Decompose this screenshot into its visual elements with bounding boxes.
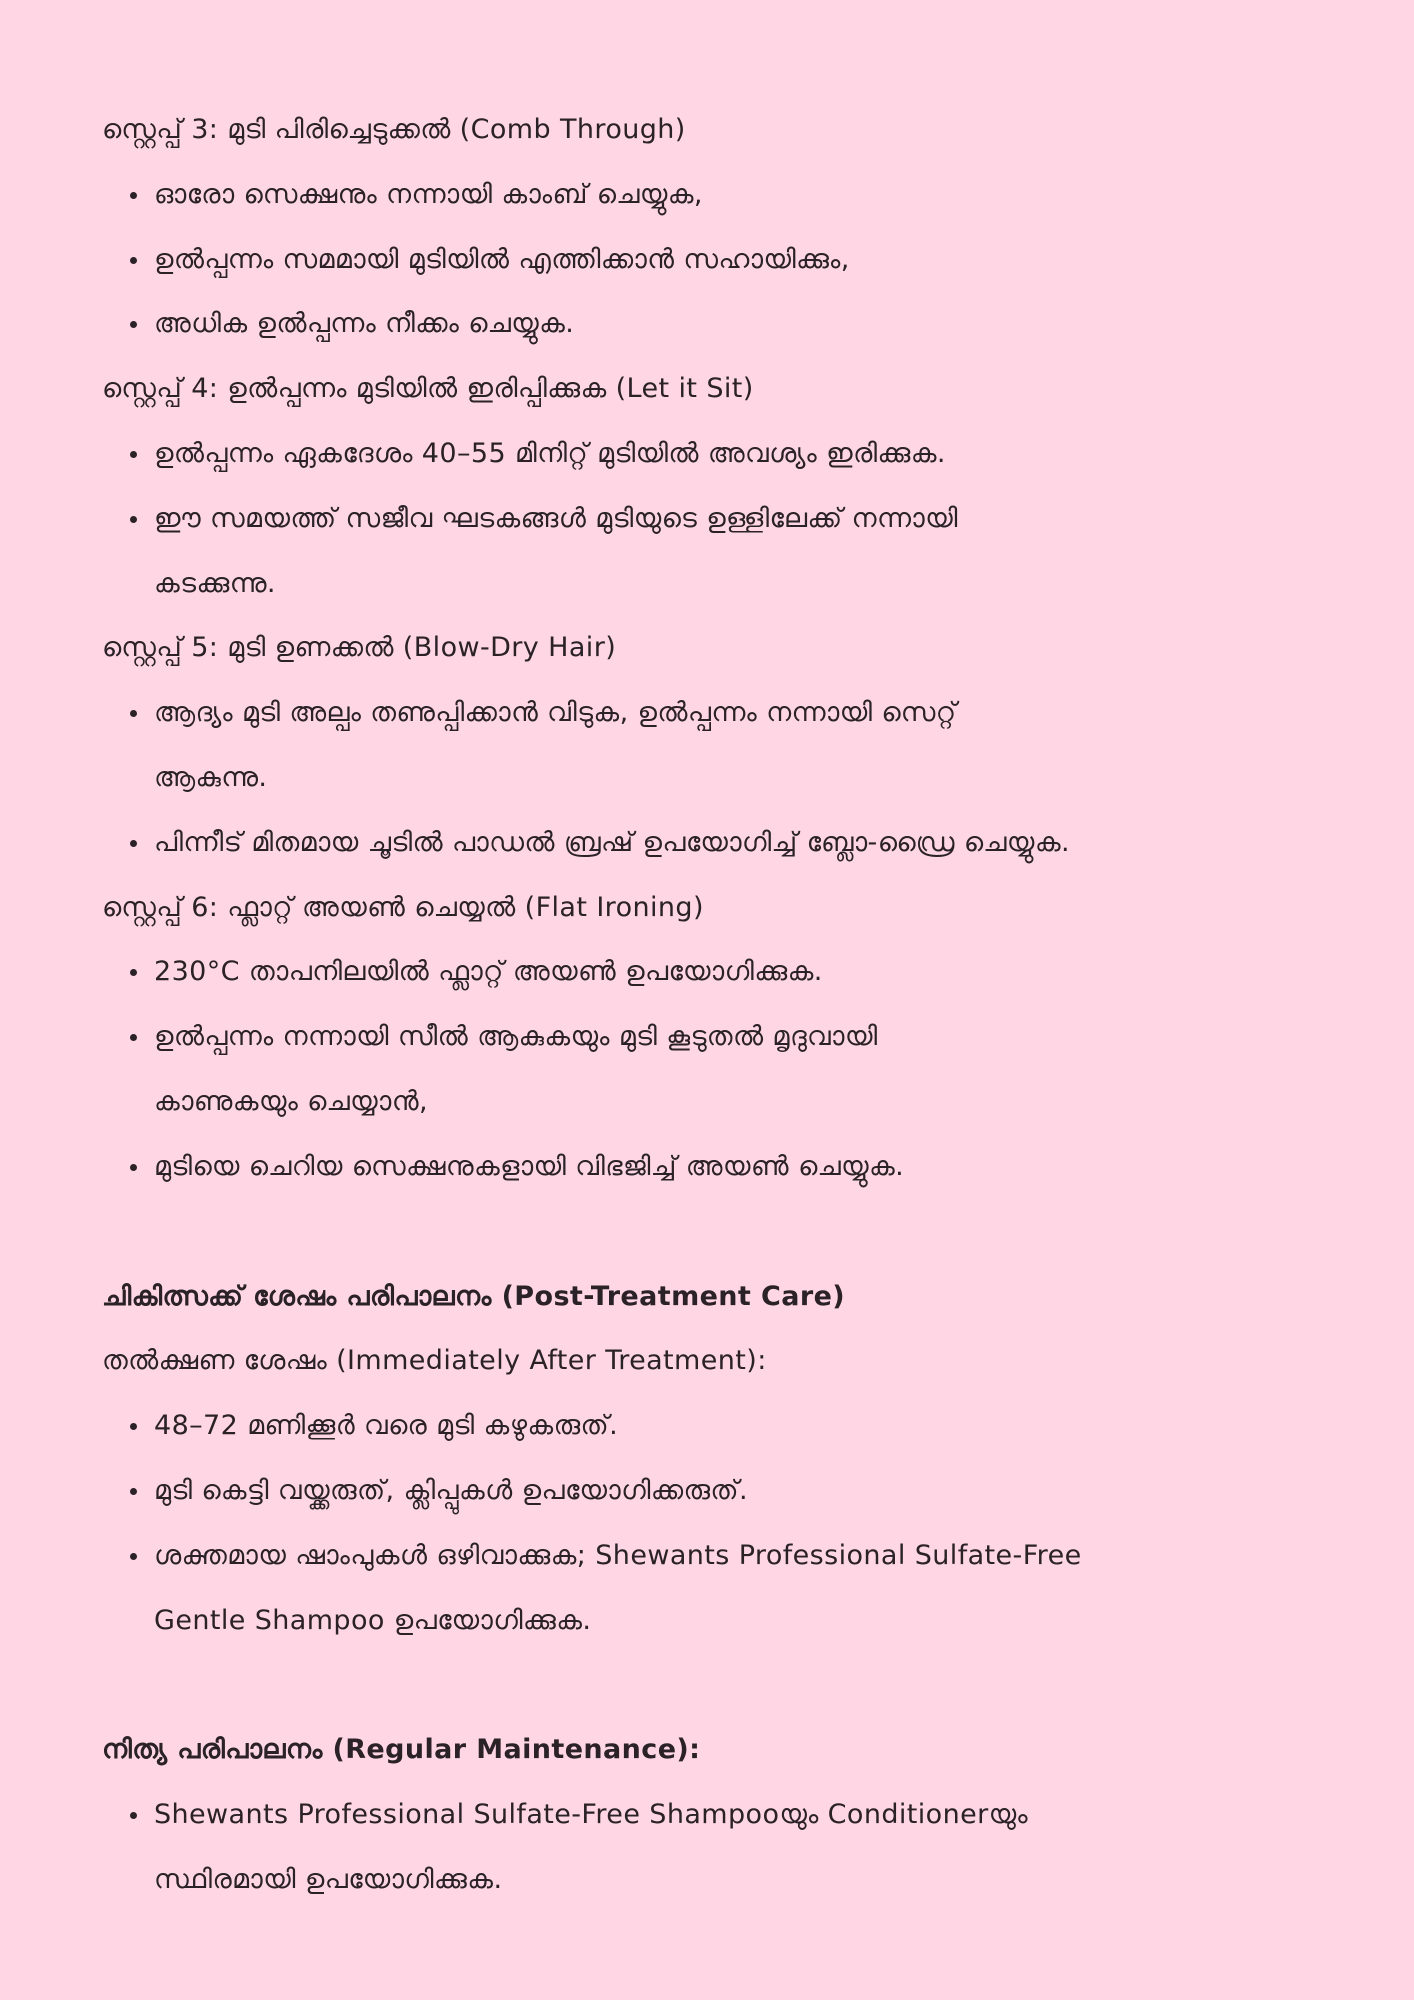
list-item: ഉൽപ്പന്നം സമമായി മുടിയിൽ എത്തിക്കാൻ സഹായിക്കും,: [102, 228, 1314, 293]
post-treatment-heading: ചികിത്സക്ക് ശേഷം പരിപാലനം (Post-Treatment Care): [102, 1280, 846, 1312]
maintenance-list: [102, 1783, 1314, 1913]
list-item-continuation: Gentle Shampoo ഉപയോഗിക്കുക.: [154, 1604, 592, 1636]
list-item: 230°C താപനിലയിൽ ഫ്ലാറ്റ് അയൺ ഉപയോഗിക്കുക.: [102, 940, 1314, 1005]
step-3-list: [102, 163, 1314, 357]
list-item-text: ഉൽപ്പന്നം നന്നായി സീൽ ആകുകയും മുടി കൂടുതൽ മൃദുവായി: [154, 1021, 878, 1053]
step-4-list: [102, 422, 1314, 616]
regular-maintenance-heading: നിത്യ പരിപാലനം (Regular Maintenance):: [102, 1734, 701, 1766]
list-item-continuation: കാണുകയും ചെയ്യാൻ,: [154, 1085, 428, 1117]
step-4-title: സ്റ്റെപ്പ് 4: ഉൽപ്പന്നം മുടിയിൽ ഇരിപ്പിക്കുക (Let it Sit): [102, 373, 754, 405]
list-item-continuation: സ്ഥിരമായി ഉപയോഗിക്കുക.: [154, 1863, 503, 1895]
list-item: മുടി കെട്ടി വയ്ക്കരുത്, ക്ലിപ്പുകൾ ഉപയോഗിക്കരുത്.: [102, 1459, 1314, 1524]
list-item: [102, 1005, 1314, 1135]
section-spacer: [102, 1653, 1314, 1718]
list-item-text: ആദ്യം മുടി അല്പം തണുപ്പിക്കാൻ വിടുക, ഉൽപ്പന്നം നന്നായി സെറ്റ്: [154, 697, 957, 729]
step-5-title: സ്റ്റെപ്പ് 5: മുടി ഉണക്കൽ (Blow-Dry Hair): [102, 632, 617, 664]
step-6-title: സ്റ്റെപ്പ് 6: ഫ്ലാറ്റ് അയൺ ചെയ്യൽ (Flat Ironing): [102, 891, 704, 923]
list-item: [102, 681, 1314, 811]
list-item: [102, 1524, 1314, 1654]
post-treatment-list: [102, 1394, 1314, 1653]
step-5-list: [102, 681, 1314, 875]
list-item-text: ശക്തമായ ഷാംപുകൾ ഒഴിവാക്കുക; Shewants Professional Sulfate-Free: [154, 1539, 1082, 1571]
list-item: പിന്നീട് മിതമായ ചൂടിൽ പാഡൽ ബ്രഷ് ഉപയോഗിച്ച് ബ്ലോ-ഡ്രൈ ചെയ്യുക.: [102, 811, 1314, 876]
list-item: 48–72 മണിക്കൂർ വരെ മുടി കഴുകരുത്.: [102, 1394, 1314, 1459]
immediately-after-subheading: തൽക്ഷണ ശേഷം (Immediately After Treatment):: [102, 1345, 767, 1377]
step-3-title: സ്റ്റെപ്പ് 3: മുടി പിരിച്ചെടുക്കൽ (Comb Through): [102, 114, 686, 145]
list-item: അധിക ഉൽപ്പന്നം നീക്കം ചെയ്യുക.: [102, 292, 1314, 357]
list-item-continuation: കടക്കുന്നു.: [154, 567, 276, 599]
section-spacer: [102, 1200, 1314, 1265]
list-item: [102, 487, 1314, 617]
list-item-text: Shewants Professional Sulfate-Free Shampooയും Conditionerയും: [154, 1799, 1028, 1831]
list-item-continuation: ആകുന്നു.: [154, 761, 268, 793]
step-6-list: [102, 940, 1314, 1199]
list-item-text: ഈ സമയത്ത് സജീവ ഘടകങ്ങൾ മുടിയുടെ ഉള്ളിലേക്ക് നന്നായി: [154, 502, 958, 534]
list-item: മുടിയെ ചെറിയ സെക്ഷനുകളായി വിഭജിച്ച് അയൺ ചെയ്യുക.: [102, 1135, 1314, 1200]
list-item: [102, 1783, 1314, 1913]
list-item: ഉൽപ്പന്നം ഏകദേശം 40–55 മിനിറ്റ് മുടിയിൽ അവശ്യം ഇരിക്കുക.: [102, 422, 1314, 487]
list-item: ഓരോ സെക്ഷനും നന്നായി കാംബ് ചെയ്യുക,: [102, 163, 1314, 228]
